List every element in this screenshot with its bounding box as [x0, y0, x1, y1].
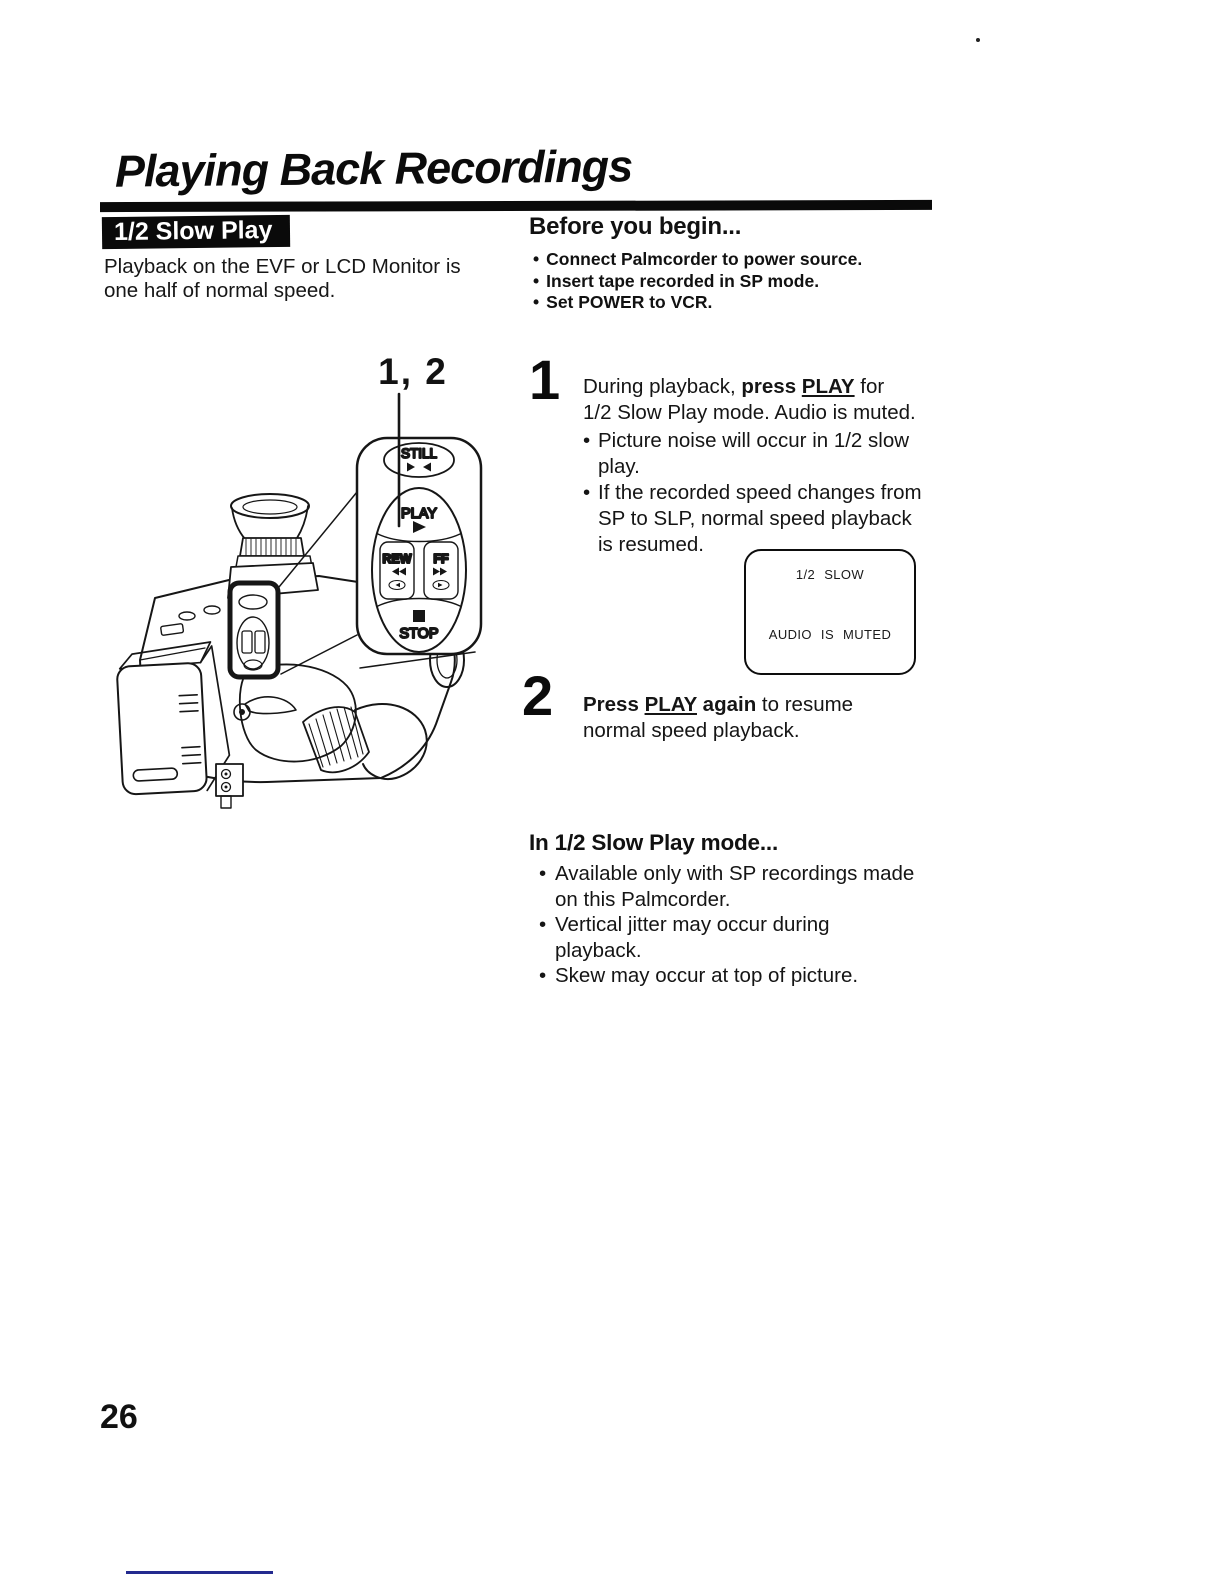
body-button-panel: [230, 583, 278, 677]
ff-button-label: FF: [433, 552, 449, 566]
list-item: [533, 292, 933, 314]
play-button-label: PLAY: [400, 506, 438, 522]
step-2-text-tail: to resume: [756, 693, 854, 716]
list-item-text: Vertical jitter may occur during playback.: [555, 913, 830, 962]
remote-panel: [357, 438, 481, 654]
bullet-icon: •: [539, 964, 547, 987]
step-1-bullet-list: [583, 428, 923, 558]
mode-notes-list: [539, 861, 919, 989]
list-item: [583, 428, 923, 480]
list-item-text: Set POWER to VCR.: [546, 292, 713, 312]
list-item: [539, 861, 919, 912]
list-item: [583, 480, 923, 558]
list-item-text: Connect Palmcorder to power source.: [546, 249, 863, 269]
step-1-text: [583, 374, 943, 426]
display-line-slow: 1/2 SLOW: [795, 567, 865, 582]
list-item: [533, 249, 933, 271]
stop-icon: [413, 610, 425, 622]
bullet-icon: •: [539, 913, 547, 936]
bullet-icon: •: [583, 481, 591, 504]
list-item-text: If the recorded speed changes from SP to SLP, normal speed playback is resumed.: [598, 481, 922, 556]
list-item: [539, 912, 919, 963]
step-number-2: 2: [522, 664, 554, 727]
step-2-text-bold: Press: [583, 693, 645, 716]
page-number: 26: [100, 1398, 138, 1436]
before-you-begin-list: [533, 249, 933, 314]
bullet-icon: •: [583, 429, 591, 452]
display-box: [744, 549, 916, 675]
title-rule: [100, 200, 932, 212]
camcorder-illustration: [95, 330, 525, 830]
rew-button-label: REW: [382, 552, 412, 566]
list-item-text: Picture noise will occur in 1/2 slow play.: [598, 429, 910, 478]
step-1-line-2: 1/2 Slow Play mode. Audio is muted.: [583, 401, 916, 424]
step-number-1: 1: [529, 348, 561, 411]
bullet-icon: •: [539, 862, 547, 885]
bullet-icon: •: [533, 249, 540, 269]
play-keyword: PLAY: [801, 375, 855, 398]
list-item-text: Insert tape recorded in SP mode.: [546, 270, 820, 291]
step-2-text-bold2: again: [696, 693, 757, 716]
play-keyword: PLAY: [644, 693, 697, 716]
list-item: [533, 271, 933, 293]
step-1-text-tail: for: [854, 375, 885, 398]
step-2-text: [583, 692, 933, 744]
step-2-line-1: [583, 692, 933, 718]
bullet-icon: •: [533, 270, 540, 291]
step-2-line-2: normal speed playback.: [583, 719, 800, 742]
stop-button-label: STOP: [399, 626, 439, 642]
bullet-icon: •: [533, 292, 540, 312]
callout-label: 1, 2: [378, 351, 448, 392]
step-1-line-1: [583, 374, 943, 400]
scan-artifact-dot: [976, 38, 980, 42]
step-1-text-bold: press: [741, 375, 802, 398]
list-item: [539, 963, 919, 989]
section-description: Playback on the EVF or LCD Monitor is one half of normal speed.: [104, 255, 461, 302]
list-item-text: Skew may occur at top of picture.: [555, 964, 859, 987]
before-you-begin-heading: Before you begin...: [529, 213, 742, 240]
list-item-text: Available only with SP recordings made on this Palmcorder.: [555, 862, 915, 911]
section-badge: 1/2 Slow Play: [102, 215, 291, 249]
still-button-label: STILL: [400, 446, 438, 461]
mode-notes-heading: In 1/2 Slow Play mode...: [529, 830, 779, 855]
page-title: Playing Back Recordings: [114, 140, 633, 197]
footer-line: [126, 1571, 273, 1574]
step-1-text-normal: During playback,: [583, 375, 742, 398]
display-line-muted: AUDIO IS MUTED: [768, 627, 892, 642]
